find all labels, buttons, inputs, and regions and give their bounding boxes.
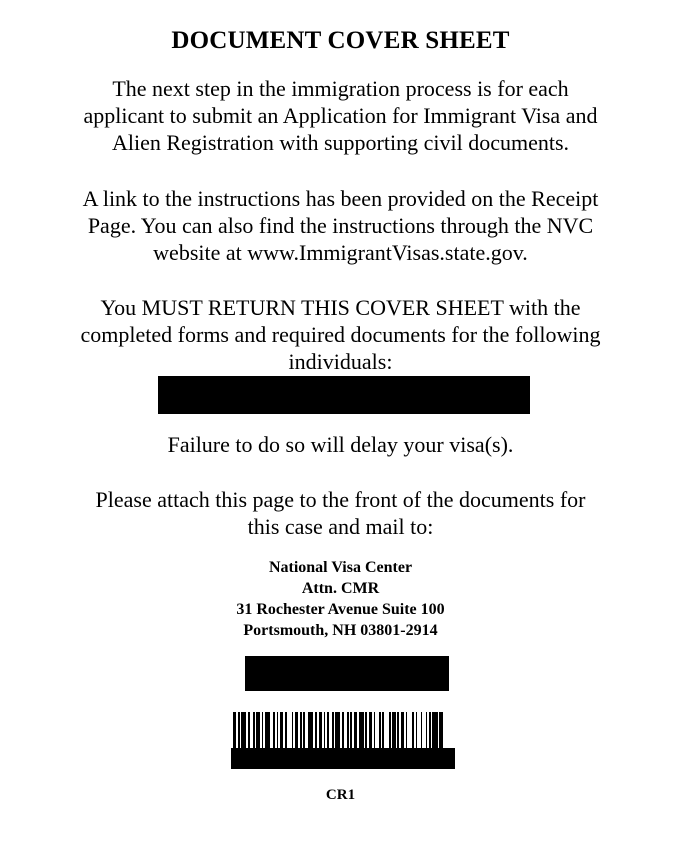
return-notice-paragraph bbox=[40, 294, 641, 375]
redacted-case-number bbox=[245, 656, 449, 691]
text-line: You MUST RETURN THIS COVER SHEET with the bbox=[100, 295, 581, 320]
warning-text bbox=[40, 431, 641, 458]
document-code: CR1 bbox=[325, 787, 356, 803]
text-line: this case and mail to: bbox=[247, 514, 434, 539]
text-line: Failure to do so will delay your visa(s). bbox=[167, 432, 514, 457]
redacted-applicant-names bbox=[158, 376, 530, 414]
mailing-instructions-paragraph bbox=[40, 486, 641, 540]
mailing-address bbox=[0, 557, 681, 641]
page-title: DOCUMENT COVER SHEET bbox=[171, 27, 510, 54]
text-line: completed forms and required documents for the following bbox=[80, 322, 601, 347]
text-line: Page. You can also find the instructions through the NVC bbox=[87, 213, 594, 238]
address-line: Attn. CMR bbox=[301, 580, 380, 597]
address-line: 31 Rochester Avenue Suite 100 bbox=[236, 601, 445, 618]
redacted-barcode-text bbox=[231, 748, 455, 769]
instructions-paragraph bbox=[40, 185, 641, 266]
intro-paragraph bbox=[40, 75, 641, 156]
text-line: individuals: bbox=[288, 349, 393, 374]
barcode-icon bbox=[233, 712, 445, 752]
text-line: The next step in the immigration process is for each bbox=[112, 76, 569, 101]
text-line: website at www.ImmigrantVisas.state.gov. bbox=[153, 240, 528, 265]
text-line: A link to the instructions has been provided on the Receipt bbox=[82, 186, 599, 211]
address-line: National Visa Center bbox=[268, 559, 413, 576]
text-line: Alien Registration with supporting civil documents. bbox=[111, 130, 570, 155]
text-line: applicant to submit an Application for Immigrant Visa and bbox=[83, 103, 598, 128]
text-line: Please attach this page to the front of the documents for bbox=[95, 487, 586, 512]
address-line: Portsmouth, NH 03801-2914 bbox=[243, 622, 438, 639]
